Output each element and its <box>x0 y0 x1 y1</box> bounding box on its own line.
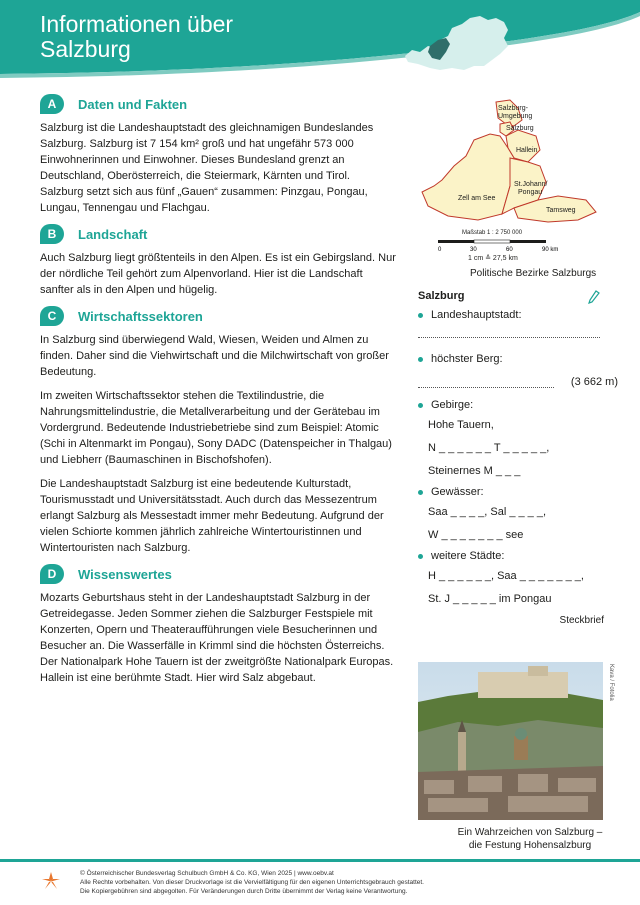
district-zell-am-see <box>422 134 514 220</box>
profile-title: Salzburg <box>418 290 465 302</box>
scale-tick: 0 <box>438 247 442 253</box>
main-content <box>40 94 396 694</box>
section-badge: D <box>40 564 64 584</box>
publisher-logo-icon <box>40 870 62 892</box>
map-caption: Politische Bezirke Salzburgs <box>470 268 597 279</box>
page-title: Informationen über Salzburg <box>40 11 234 62</box>
paragraph: Auch Salzburg liegt größtenteils in den Alpen. Es ist ein Gebirgsland. Nur der nördliche Teil gehört zum Alpenvorland. Hier ist die Landschaft sanfter als in den Alpen und hügelig. <box>40 252 396 296</box>
section-badge: C <box>40 306 64 326</box>
paragraph: In Salzburg sind überwiegend Wald, Wiesen, Weiden und Almen zu finden. Daher sind die Viehwirtschaft und die Milchwirtschaft von großer Bedeutung. <box>40 334 389 378</box>
answer-line[interactable] <box>418 324 600 338</box>
scale-equivalent: 1 cm ≙ 27,5 km <box>468 255 518 262</box>
profile-footer: Steckbrief <box>559 615 604 626</box>
profile-item: Gewässer: <box>418 483 618 501</box>
paragraph: Die Landeshauptstadt Salzburg ist eine bedeutende Kulturstadt, Tourismusstadt und Universitätsstadt. Auch durch das Messezentrum erlangt Salzburg als Messestadt immer mehr Bedeutung. Aufgrund der vielen Schiorte kommen jährlich zahlreiche Wintertouristinnen und Wintertouristen nach Salzburg. <box>40 478 384 554</box>
section-b <box>40 224 396 298</box>
profile-box <box>418 290 618 626</box>
profile-item: Landeshauptstadt: <box>418 306 618 324</box>
section-title: Daten und Fakten <box>78 96 188 112</box>
answer-line[interactable] <box>418 374 554 388</box>
section-d <box>40 564 396 686</box>
map-label: Umgebung <box>498 113 533 120</box>
photo-credit: Kava / Fotolia <box>608 664 614 701</box>
paragraph: Mozarts Geburtshaus steht in der Landeshauptstadt Salzburg in der Getreidegasse. Jeden Sommer ziehen die Salzburger Festspiele mit Konzerten, Opern und Theateraufführungen viele Besucherinnen und Besucher an. Die Wasserfälle in Krimml sind die höchsten Österreichs. Der Nationalpark Hohe Tauern ist der zweitgrößte Nationalpark Europas. Hallein ist eine berühmte Stadt. Hier wird Salz abgebaut. <box>40 592 394 684</box>
map-label: Pongau <box>518 189 543 196</box>
scale-tick: 60 <box>506 247 513 253</box>
section-title: Wirtschaftssektoren <box>78 308 203 324</box>
map-label: Salzburg <box>506 125 534 132</box>
section-c <box>40 306 396 556</box>
section-a <box>40 94 396 216</box>
scale-tick: 90 km <box>542 247 559 253</box>
profile-item: Gebirge: <box>418 396 618 414</box>
scale-tick: 30 <box>470 247 477 253</box>
fill-in-line[interactable]: N _ _ _ _ _ _ T _ _ _ _ _, <box>428 442 550 454</box>
map-label: Hallein <box>516 147 538 154</box>
scale-title: Maßstab 1 : 2 750 000 <box>462 230 523 236</box>
fill-in-line[interactable]: St. J _ _ _ _ _ im Pongau <box>428 593 552 605</box>
fill-in-line[interactable]: Steinernes M _ _ _ <box>428 465 521 477</box>
section-title: Landschaft <box>78 226 148 242</box>
map-label: Salzburg- <box>498 105 528 112</box>
header-banner <box>0 0 640 88</box>
section-badge: B <box>40 224 64 244</box>
fill-in-line[interactable]: H _ _ _ _ _ _, Saa _ _ _ _ _ _ _, <box>428 570 584 582</box>
scale-bar <box>438 238 578 254</box>
fill-in-line[interactable]: Saa _ _ _ _, Sal _ _ _ _, <box>428 506 547 518</box>
paragraph: Salzburg ist die Landeshauptstadt des gleichnamigen Bundeslandes Salzburg. Salzburg ist 7 154 km² groß und hat ungefähr 573 000 Einwohnerinnen und Einwohner. Dieses Bundesland grenzt an Deutschland, Oberösterreich, die Steiermark, Kärnten und Tirol. Salzburg setzt sich aus fünf „Gauen“ zusammen: Pinzgau, Pongau, Lungau, Tennengau und Flachgau. <box>40 122 374 214</box>
footer-divider <box>0 858 640 864</box>
profile-item: weitere Städte: <box>418 547 618 565</box>
footer-legal: © Österreichischer Bundesverlag Schulbuch GmbH & Co. KG, Wien 2025 | www.oebv.at Alle Rechte vorbehalten. Von dieser Druckvorlage ist die Vervielfältigung für den eigenen Unterrichtsgebrauch gestattet. Die Kopiergebühren sind abgegolten. Für Veränderungen durch Dritte übernimmt der Verlag keine Verantwortung. <box>80 870 424 895</box>
section-badge: A <box>40 94 64 114</box>
section-title: Wissenswertes <box>78 566 172 582</box>
fortress-photo <box>418 662 603 820</box>
photo-caption: Ein Wahrzeichen von Salzburg – die Festung Hohensalzburg <box>457 827 603 851</box>
profile-item: höchster Berg: <box>418 350 618 368</box>
height-value: (3 662 m) <box>570 376 618 388</box>
fill-in-line[interactable]: W _ _ _ _ _ _ _ see <box>428 529 524 541</box>
fill-in-line: Hohe Tauern, <box>428 419 494 431</box>
pencil-icon <box>588 290 600 304</box>
map-label: St.Johann/ <box>514 181 548 188</box>
paragraph: Im zweiten Wirtschaftssektor stehen die Textilindustrie, die Nahrungsmittelindustrie, die Metallverarbeitung und der Gerätebau im Vordergrund. Bedeutende Industriebetriebe sind zum Beispiel: Atomic (Schi in Altenmarkt im Pongau), Sony DADC (Datenspeicher in Thalgau) und Liebherr (Baumaschinen in Bischofshofen). <box>40 390 392 466</box>
map-label: Tamsweg <box>546 207 576 214</box>
map-label: Zell am See <box>458 195 496 202</box>
